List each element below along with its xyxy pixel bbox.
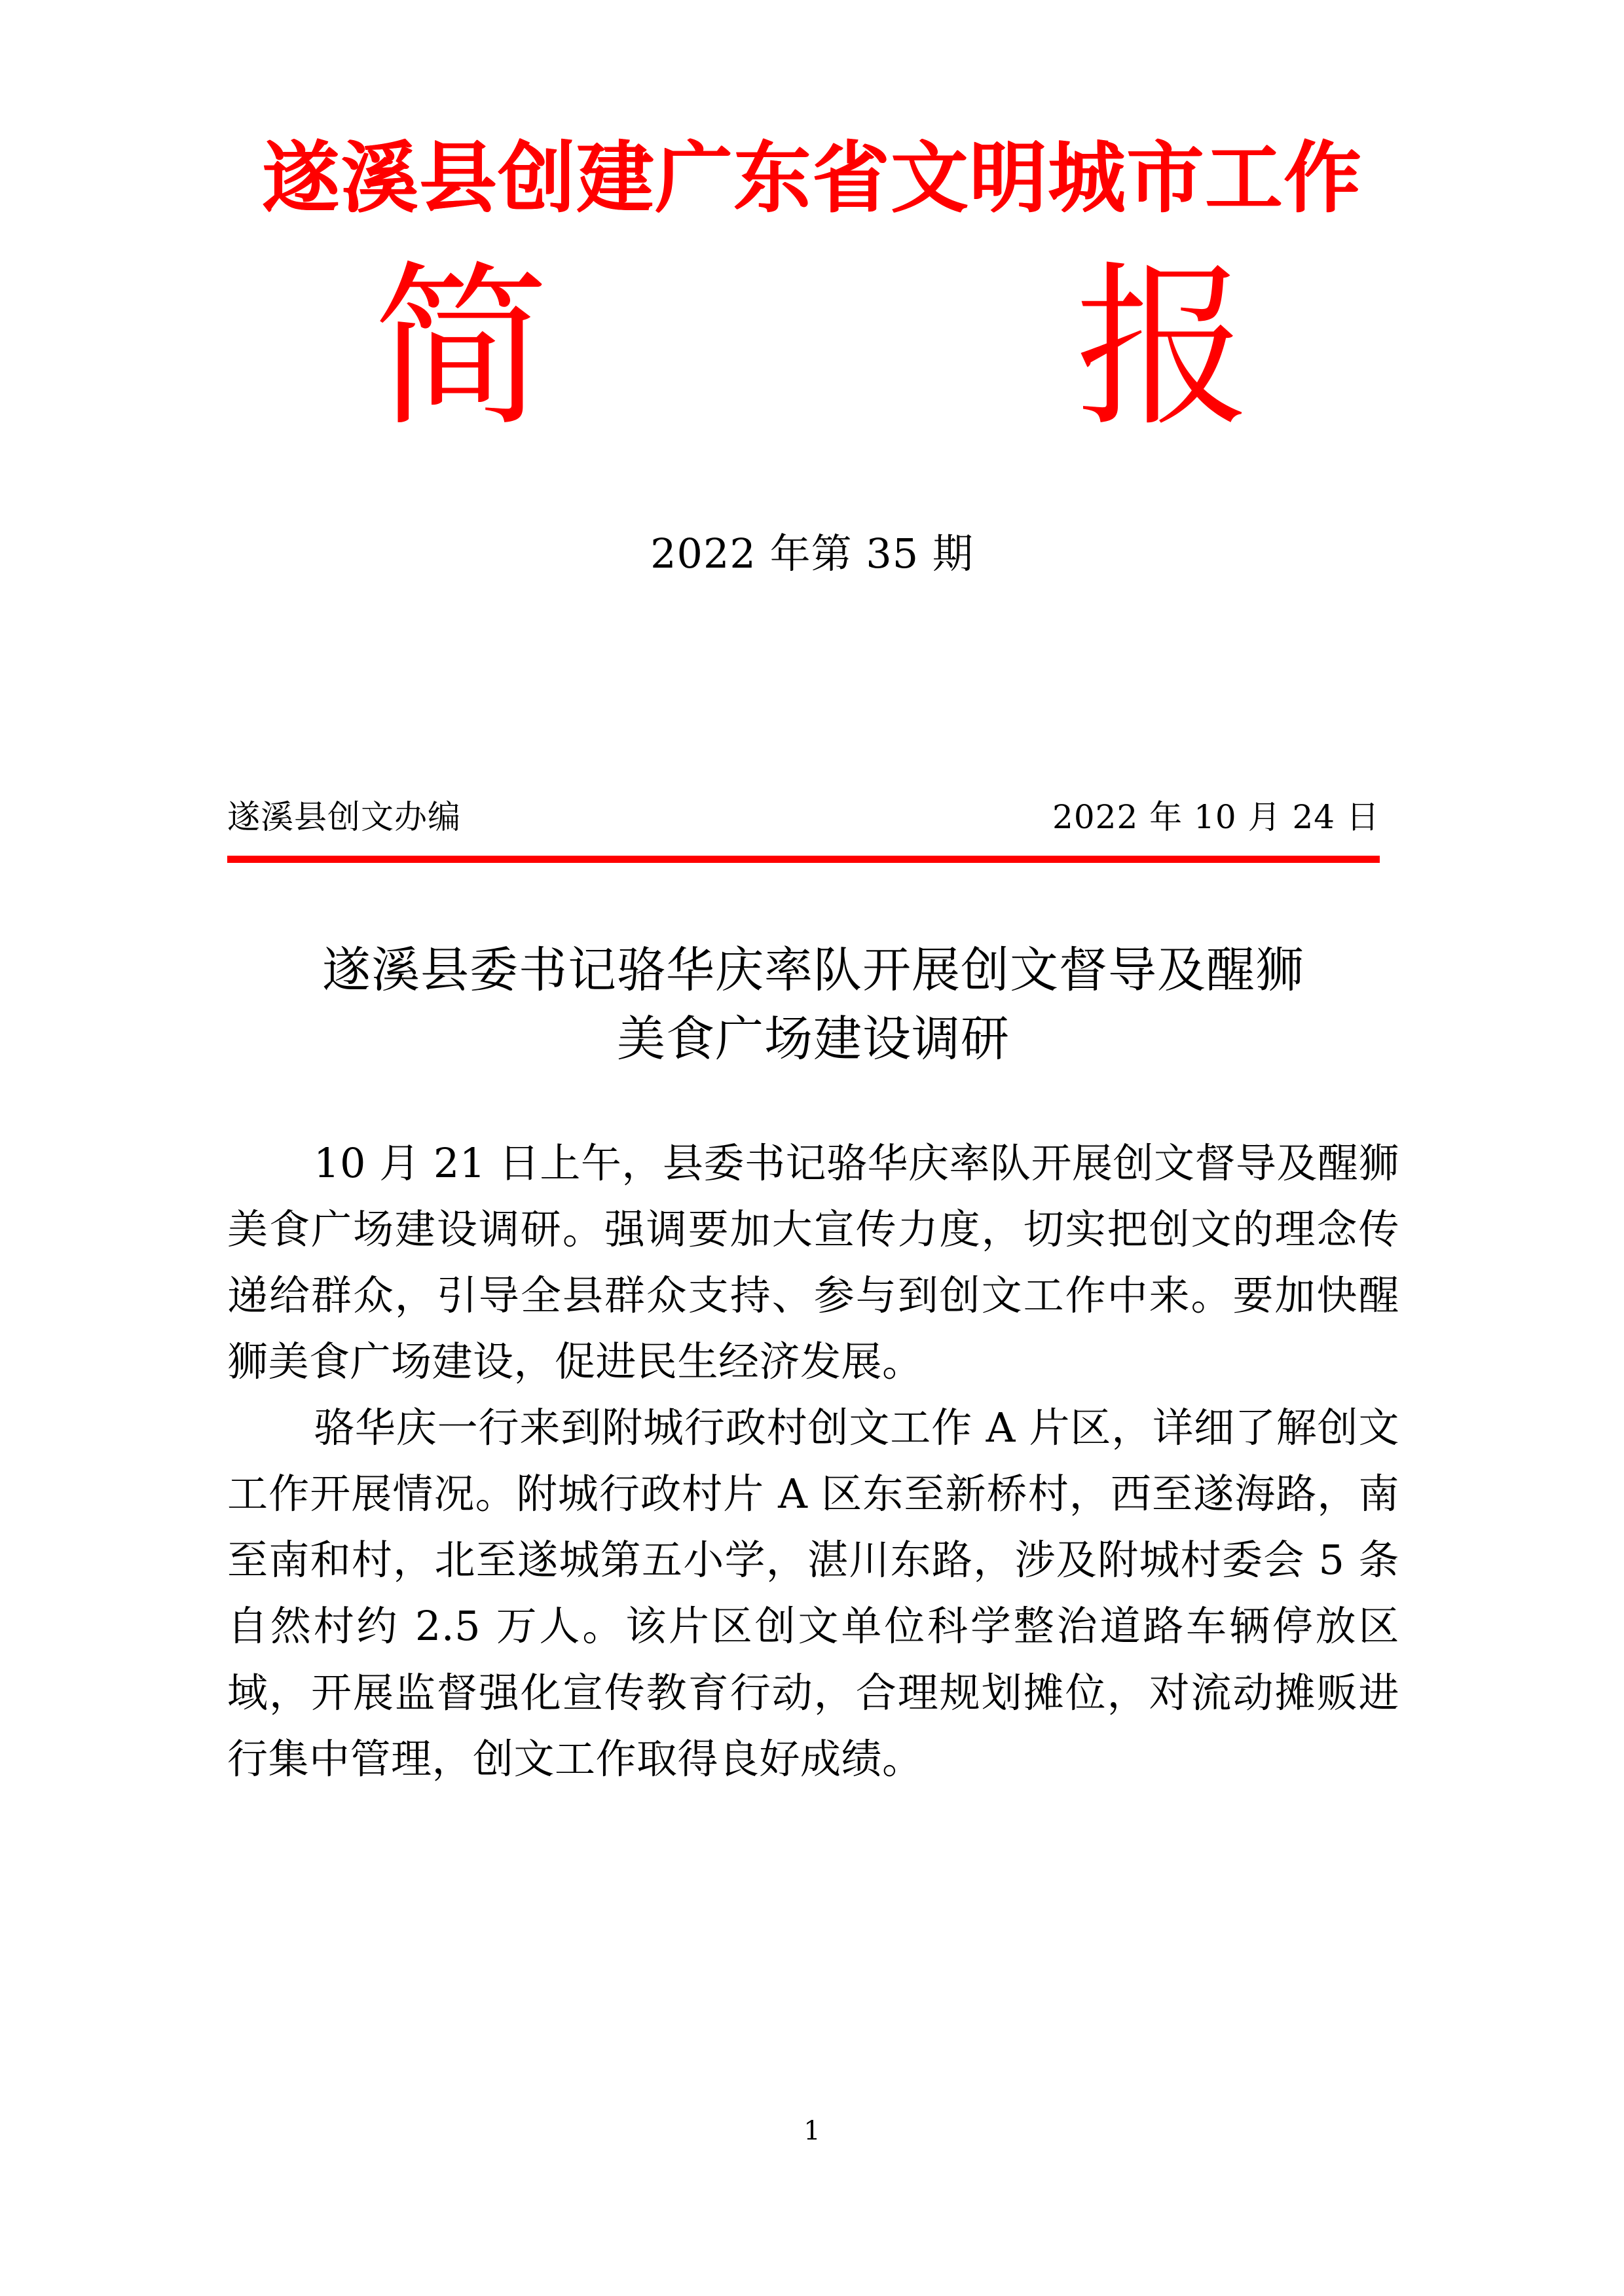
article-title-line-2: 美食广场建设调研 — [617, 1011, 1010, 1068]
masthead-title: 遂溪县创建广东省文明城市工作 — [261, 132, 1362, 223]
article-title-line-1: 遂溪县委书记骆华庆率队开展创文督导及醒狮 — [322, 942, 1304, 998]
article-paragraph: 骆华庆一行来到附城行政村创文工作 A 片区，详细了解创文工作开展情况。附城行政村片 A 区东至新桥村，西至遂海路，南至南和村，北至遂城第五小学，湛川东路，涉及附城村委会 5 条自然村约 2.5 万人。该片区创文单位科学整治道路车辆停放区域，开展监督强化宣传教育行动，合理规划摊位，对流动摊贩进行集中管理，创文工作取得良好成绩。 — [227, 1404, 1399, 1783]
editor-label: 遂溪县创文办编 — [227, 798, 461, 836]
page-number: 1 — [803, 2116, 821, 2146]
article — [227, 936, 1399, 1792]
article-paragraph: 10 月 21 日上午，县委书记骆华庆率队开展创文督导及醒狮美食广场建设调研。强调要加大宣传力度，切实把创文的理念传递给群众，引导全县群众支持、参与到创文工作中来。要加快醒狮美食广场建设，促进民生经济发展。 — [227, 1139, 1399, 1386]
masthead — [0, 0, 1624, 579]
article-body — [227, 1130, 1399, 1791]
masthead-meta-row — [227, 791, 1380, 838]
masthead-bulletin-word: 简 报 — [373, 246, 1251, 451]
masthead-red-rule — [227, 856, 1380, 863]
article-title — [227, 936, 1399, 1074]
issue-number: 2022 年第 35 期 — [650, 529, 974, 577]
publish-date: 2022 年 10 月 24 日 — [1052, 798, 1380, 836]
